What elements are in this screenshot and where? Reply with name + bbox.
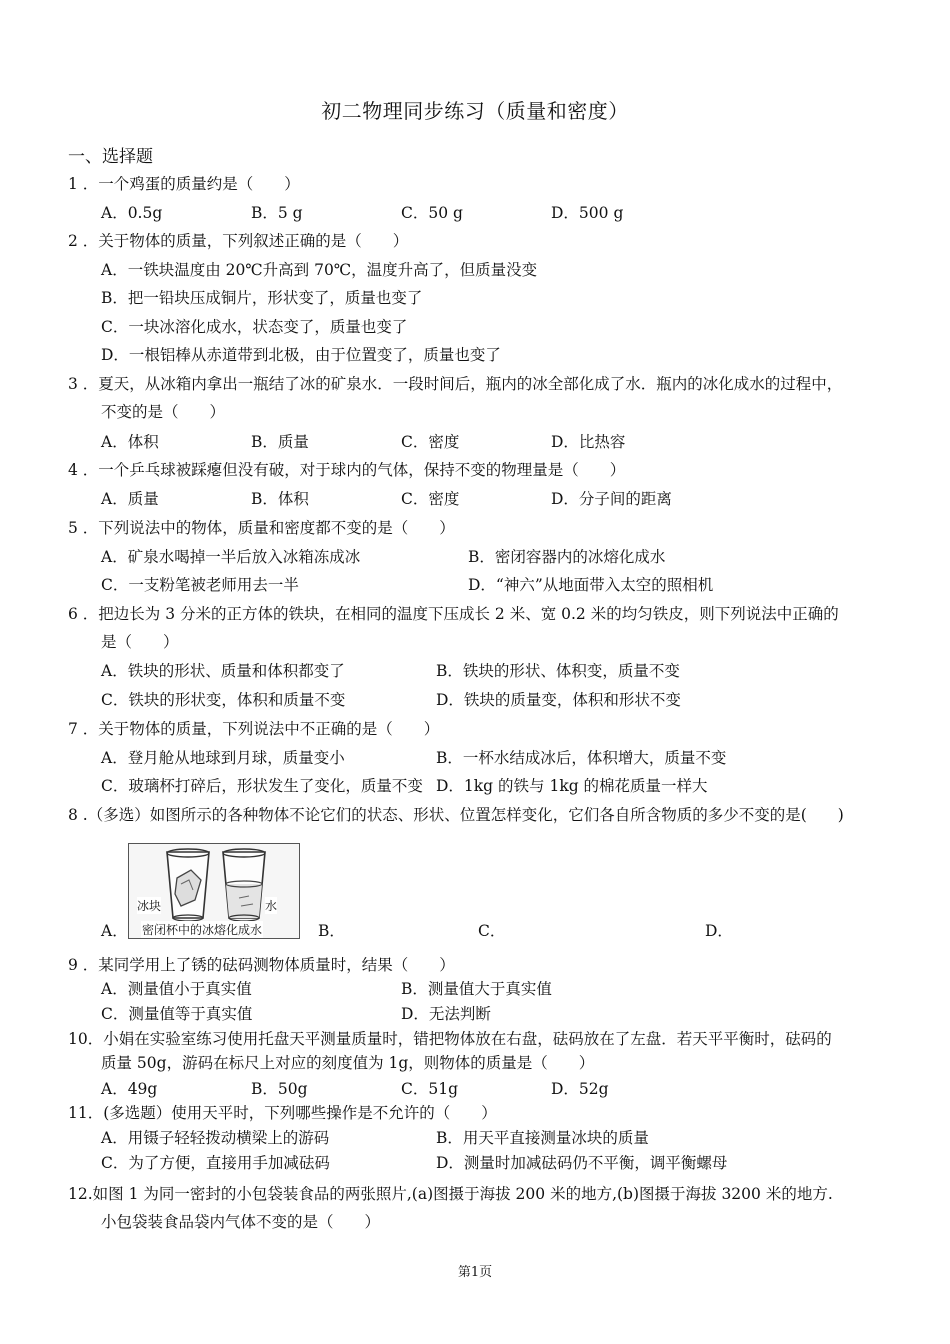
question-8-option-d: D． — [705, 922, 733, 940]
question-8-stem: 8 .（多选）如图所示的各种物体不论它们的状态、形状、位置怎样变化，它们各自所含物质的多少不变的是( ) — [68, 806, 844, 824]
question-7-option-b: B．一杯水结成冰后，体积增大，质量不变 — [436, 749, 727, 767]
question-4-option-b: B．体积 — [251, 490, 309, 508]
question-3-option-b: B．质量 — [251, 433, 309, 451]
page-title: 初二物理同步练习（质量和密度） — [321, 99, 629, 123]
question-1-option-c: C．50 g — [401, 204, 463, 222]
question-3-option-c: C．密度 — [401, 433, 460, 451]
section-heading: 一、选择题 — [68, 147, 153, 167]
question-10-option-a: A．49g — [101, 1080, 158, 1098]
question-6-option-d: D．铁块的质量变，体积和形状不变 — [436, 691, 681, 709]
question-12-stem-line2: 小包袋装食品袋内气体不变的是（ ） — [101, 1213, 381, 1231]
question-9-stem: 9 ．某同学用上了锈的砝码测物体质量时，结果（ ） — [68, 956, 455, 974]
question-11-option-a: A．用镊子轻轻拨动横梁上的游码 — [101, 1129, 330, 1147]
question-4-option-d: D．分子间的距离 — [551, 490, 672, 508]
question-5-option-b: B．密闭容器内的冰熔化成水 — [468, 548, 666, 566]
question-7-stem: 7 ．关于物体的质量，下列说法中不正确的是（ ） — [68, 720, 440, 738]
question-11-stem: 11．(多选题）使用天平时，下列哪些操作是不允许的（ ） — [68, 1104, 497, 1122]
question-8-option-a: A． — [101, 922, 128, 940]
question-6-option-a: A．铁块的形状、质量和体积都变了 — [101, 662, 345, 680]
question-6-option-c: C．铁块的形状变，体积和质量不变 — [101, 691, 346, 709]
question-7-option-c: C．玻璃杯打碎后，形状发生了变化，质量不变 — [101, 777, 423, 795]
question-9-option-c: C．测量值等于真实值 — [101, 1005, 253, 1023]
question-2-option-c: C．一块冰溶化成水，状态变了，质量也变了 — [101, 318, 408, 336]
question-7-option-d: D．1kg 的铁与 1kg 的棉花质量一样大 — [436, 777, 708, 795]
question-11-option-c: C．为了方便，直接用手加减砝码 — [101, 1154, 330, 1172]
question-6-stem-line2: 是（ ） — [101, 633, 179, 651]
question-5-option-d: D．“神六”从地面带入太空的照相机 — [468, 576, 714, 594]
question-10-option-c: C．51g — [401, 1080, 459, 1098]
question-5-option-a: A．矿泉水喝掉一半后放入冰箱冻成冰 — [101, 548, 361, 566]
question-6-option-b: B．铁块的形状、体积变，质量不变 — [436, 662, 680, 680]
question-8-option-b: B． — [318, 922, 345, 940]
question-2-option-d: D．一根铝棒从赤道带到北极，由于位置变了，质量也变了 — [101, 346, 501, 364]
question-2-option-b: B．把一铅块压成铜片，形状变了，质量也变了 — [101, 289, 423, 307]
question-6-stem-line1: 6 ．把边长为 3 分米的正方体的铁块，在相同的温度下压成长 2 米、宽 0.2 米的均匀铁皮，则下列说法中正确的 — [68, 605, 839, 623]
question-4-option-c: C．密度 — [401, 490, 460, 508]
question-3-stem-line1: 3 ．夏天，从冰箱内拿出一瓶结了冰的矿泉水．一段时间后，瓶内的冰全部化成了水．瓶内的冰化成水的过程中， — [68, 375, 843, 393]
question-2-option-a: A．一铁块温度由 20℃升高到 70℃，温度升高了，但质量没变 — [101, 261, 538, 279]
question-10-stem-line2: 质量 50g，游码在标尺上对应的刻度值为 1g，则物体的质量是（ ） — [101, 1054, 595, 1072]
ice-cube-label: 冰块 — [137, 899, 162, 913]
question-9-option-d: D．无法判断 — [401, 1005, 491, 1023]
question-1-option-a: A．0.5g — [101, 204, 163, 222]
question-5-stem: 5 ．下列说法中的物体，质量和密度都不变的是（ ） — [68, 519, 455, 537]
question-7-option-a: A．登月舱从地球到月球，质量变小 — [101, 749, 345, 767]
question-11-option-d: D．测量时加减砝码仍不平衡，调平衡螺母 — [436, 1154, 728, 1172]
question-10-option-b: B．50g — [251, 1080, 308, 1098]
ice-melting-figure — [128, 843, 300, 939]
question-1-stem: 1 ．一个鸡蛋的质量约是（ ） — [68, 175, 300, 193]
question-3-option-d: D．比热容 — [551, 433, 626, 451]
figure-caption: 密闭杯中的冰熔化成水 — [142, 923, 263, 937]
question-10-stem-line1: 10．小娟在实验室练习使用托盘天平测量质量时，错把物体放在右盘，砝码放在了左盘．若天平平衡时，砝码的 — [68, 1030, 832, 1048]
question-10-option-d: D．52g — [551, 1080, 609, 1098]
water-label: 水 — [265, 899, 278, 913]
question-1-option-d: D．500 g — [551, 204, 624, 222]
question-9-option-b: B．测量值大于真实值 — [401, 980, 552, 998]
page-number: 第1页 — [457, 1265, 493, 1280]
question-3-option-a: A．体积 — [101, 433, 159, 451]
question-3-stem-line2: 不变的是（ ） — [101, 403, 226, 421]
question-4-stem: 4 ．一个乒乓球被踩瘪但没有破，对于球内的气体，保持不变的物理量是（ ） — [68, 461, 626, 479]
question-8-option-c: C． — [478, 922, 506, 940]
question-9-option-a: A．测量值小于真实值 — [101, 980, 252, 998]
question-4-option-a: A．质量 — [101, 490, 159, 508]
question-5-option-c: C．一支粉笔被老师用去一半 — [101, 576, 299, 594]
question-2-stem: 2 ．关于物体的质量，下列叙述正确的是（ ） — [68, 232, 409, 250]
question-1-option-b: B．5 g — [251, 204, 303, 222]
question-11-option-b: B．用天平直接测量冰块的质量 — [436, 1129, 649, 1147]
question-12-stem-line1: 12.如图 1 为同一密封的小包袋装食品的两张照片,(a)图摄于海拔 200 米的地方,(b)图摄于海拔 3200 米的地方. — [68, 1185, 833, 1203]
